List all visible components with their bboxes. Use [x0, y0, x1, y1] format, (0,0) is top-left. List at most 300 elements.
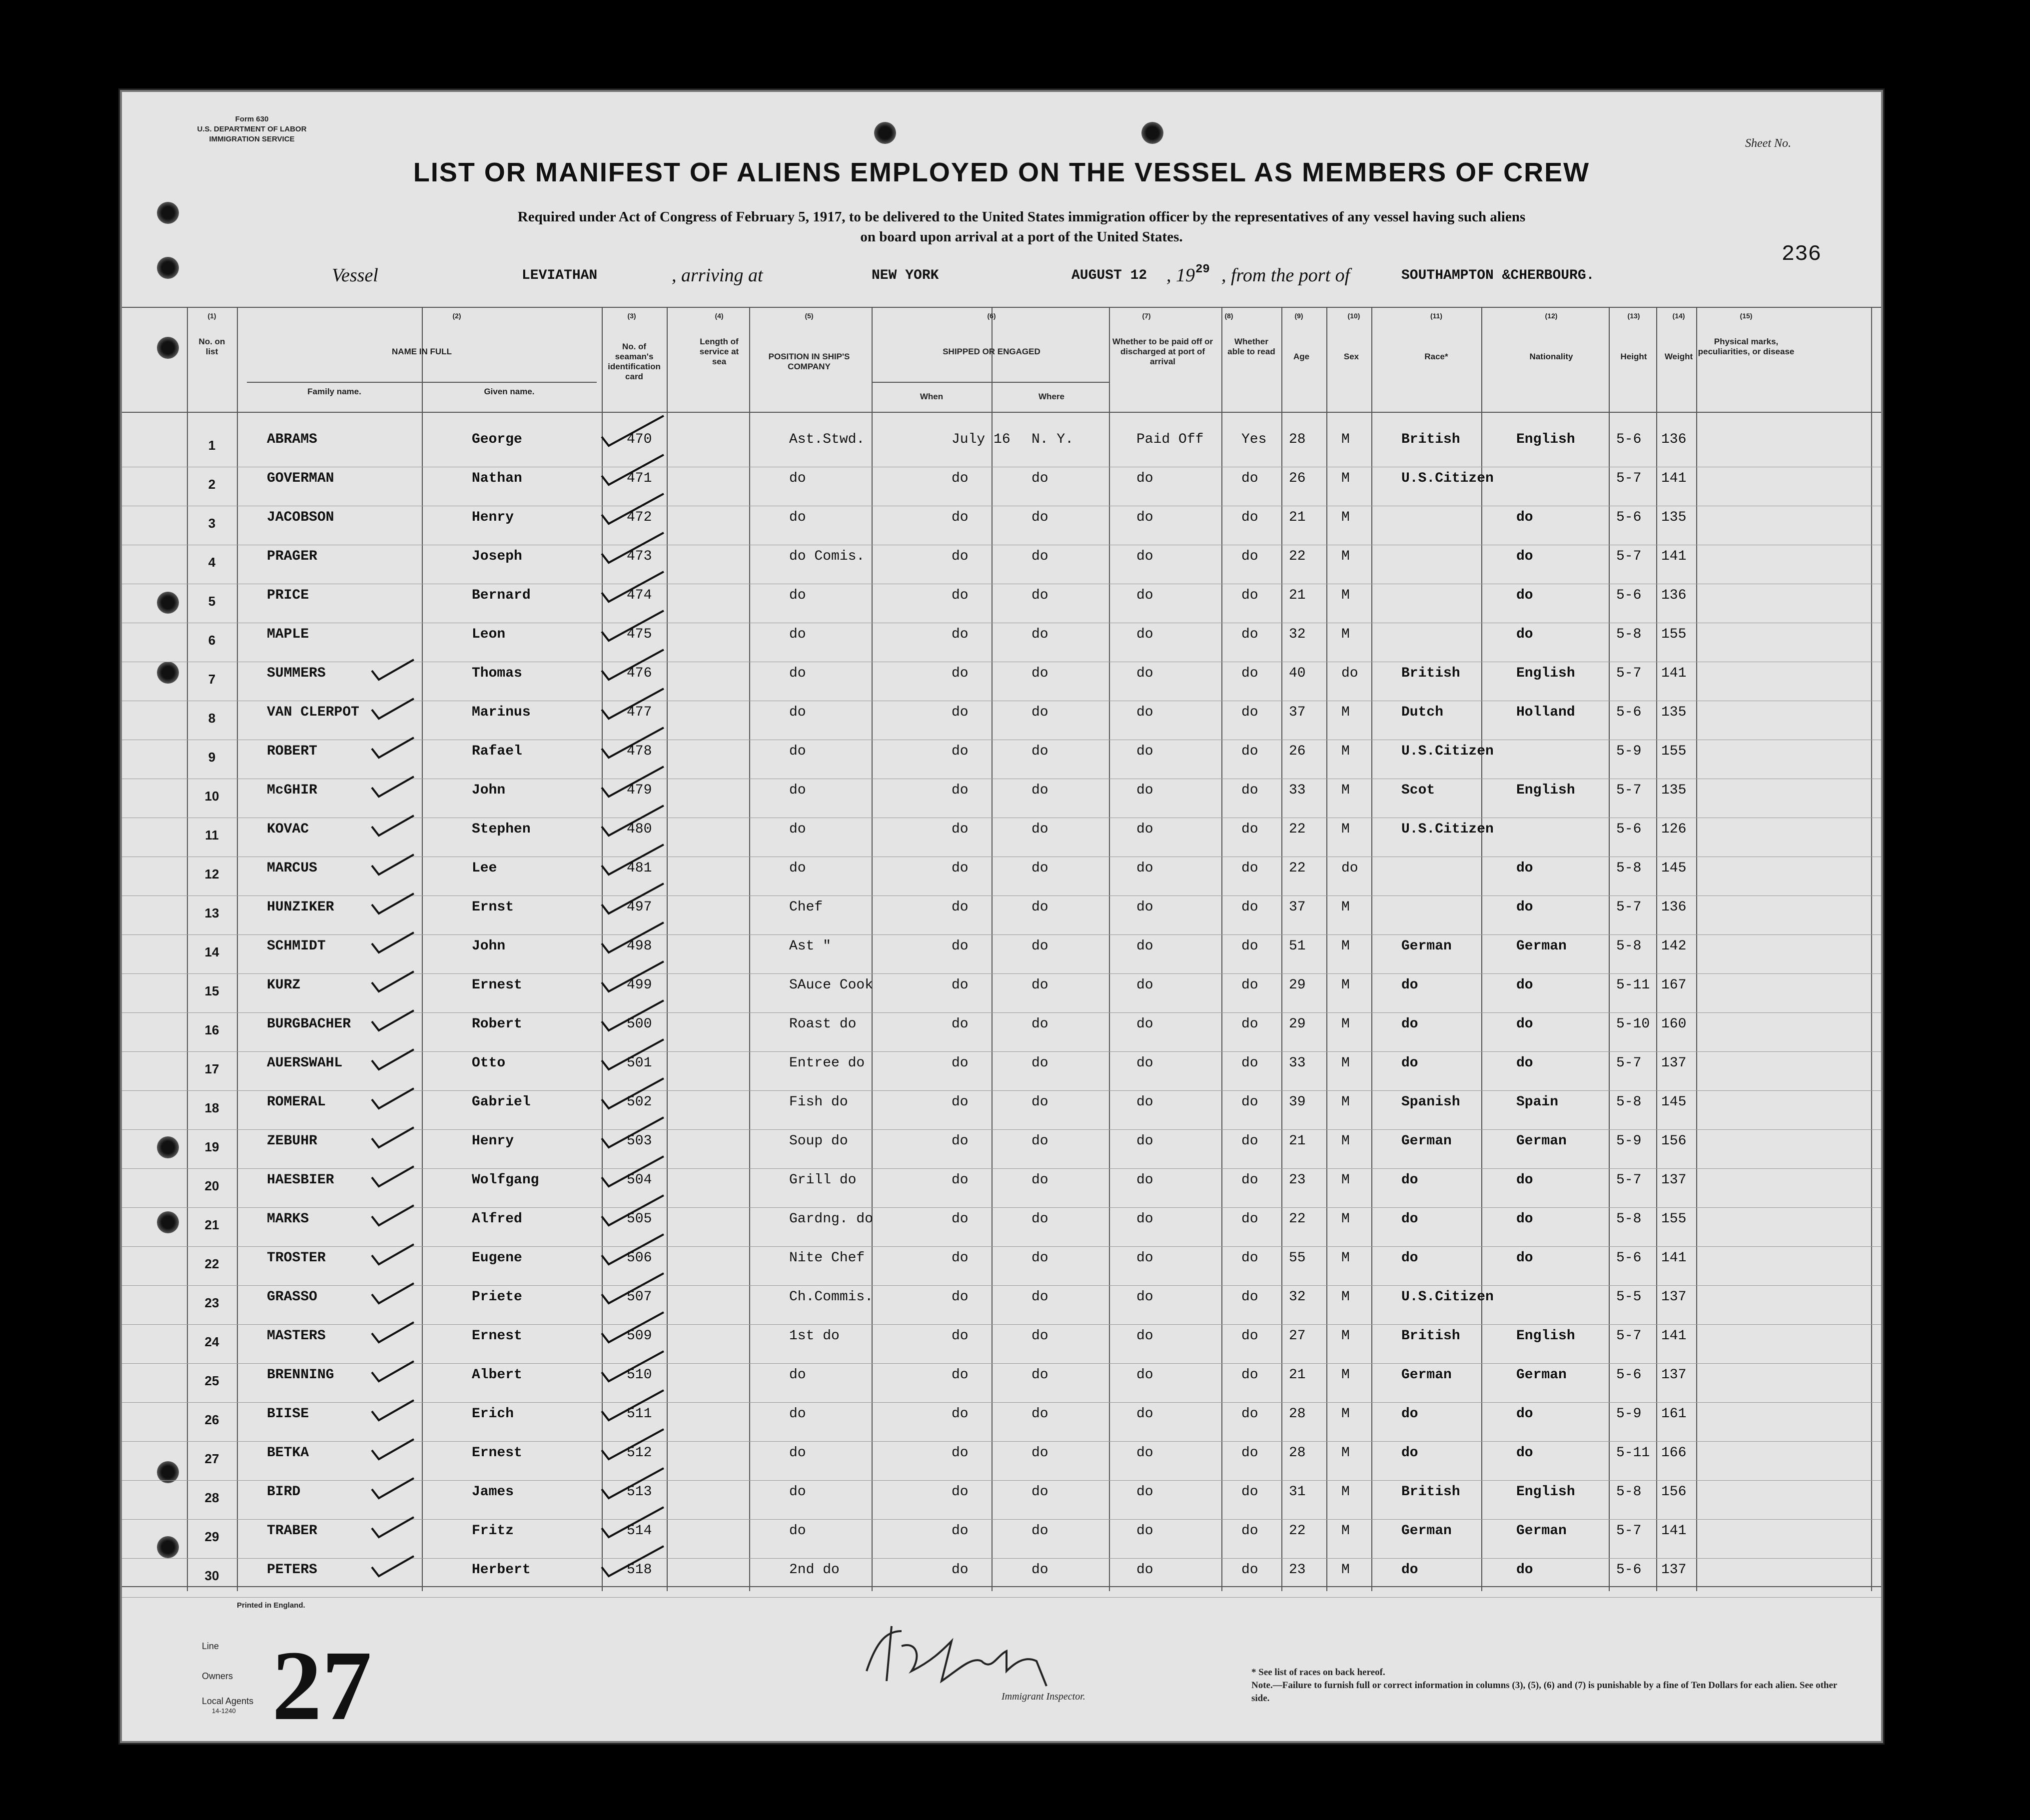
- cell-sex: M: [1341, 1484, 1350, 1500]
- cell-height: 5-11: [1616, 1445, 1650, 1461]
- cell-nationality: English: [1516, 432, 1575, 447]
- cell-weight: 161: [1661, 1406, 1687, 1422]
- cell-where: do: [1031, 549, 1048, 564]
- header-able-to-read: Whether able to read: [1227, 337, 1275, 356]
- cell-read: do: [1241, 977, 1258, 993]
- col-num-5: (5): [805, 312, 814, 320]
- cell-where: do: [1031, 822, 1048, 837]
- cell-nationality: English: [1516, 666, 1575, 681]
- cell-race: British: [1401, 1328, 1460, 1344]
- checkmark-icon: [372, 1127, 414, 1147]
- year-prefix: , 19: [1166, 265, 1195, 286]
- checkmark-icon: [602, 1000, 664, 1030]
- row-number: 9: [208, 750, 216, 765]
- cell-position: Ast ": [789, 938, 832, 954]
- cell-paid: do: [1136, 1055, 1153, 1071]
- header-when: When: [920, 392, 944, 401]
- cell-height: 5-8: [1616, 1211, 1642, 1227]
- cell-position: Roast do: [789, 1016, 857, 1032]
- cell-nationality: do: [1516, 1172, 1533, 1188]
- cell-card: 499: [627, 977, 652, 993]
- header-given-name: Given name.: [484, 387, 535, 396]
- cell-race: Spanish: [1401, 1094, 1460, 1110]
- page-subtitle: [322, 207, 1721, 247]
- cell-paid: do: [1136, 510, 1153, 525]
- cell-card: 513: [627, 1484, 652, 1500]
- cell-card: 475: [627, 627, 652, 642]
- cell-height: 5-6: [1616, 822, 1642, 837]
- cell-age: 26: [1289, 744, 1306, 759]
- col-num-12: (12): [1545, 312, 1558, 320]
- cell-weight: 141: [1661, 666, 1687, 681]
- cell-nationality: do: [1516, 1211, 1533, 1227]
- cell-when: do: [952, 1484, 969, 1500]
- cell-race: German: [1401, 1367, 1452, 1383]
- cell-family: MARKS: [267, 1211, 309, 1227]
- cell-family: TROSTER: [267, 1250, 326, 1266]
- departure-port: SOUTHAMPTON &CHERBOURG.: [1401, 268, 1595, 283]
- local-agents-label: Local Agents: [202, 1696, 254, 1706]
- cell-where: do: [1031, 705, 1048, 720]
- cell-card: 472: [627, 510, 652, 525]
- cell-paid: do: [1136, 1445, 1153, 1461]
- cell-given: Eugene: [472, 1250, 522, 1266]
- cell-given: Ernest: [472, 1445, 522, 1461]
- cell-race: do: [1401, 977, 1418, 993]
- cell-paid: do: [1136, 1133, 1153, 1149]
- from-label: , from the port of: [1221, 265, 1350, 286]
- cell-sex: M: [1341, 510, 1350, 525]
- col-num-10: (10): [1347, 312, 1360, 320]
- cell-race: do: [1401, 1016, 1418, 1032]
- cell-age: 22: [1289, 549, 1306, 564]
- checkmark-icon: [372, 1361, 414, 1381]
- checkmark-icon: [372, 1049, 414, 1069]
- cell-read: do: [1241, 627, 1258, 642]
- department-name: U.S. DEPARTMENT OF LABOR: [197, 125, 307, 133]
- col-num-11: (11): [1430, 312, 1443, 320]
- cell-when: do: [952, 471, 969, 486]
- checkmark-icon: [372, 1400, 414, 1420]
- cell-paid: do: [1136, 588, 1153, 603]
- crew-table: [122, 307, 1881, 1591]
- checkmark-icon: [372, 1478, 414, 1498]
- cell-read: do: [1241, 783, 1258, 798]
- cell-read: do: [1241, 1289, 1258, 1305]
- cell-weight: 141: [1661, 1328, 1687, 1344]
- cell-paid: Paid Off: [1136, 432, 1204, 447]
- cell-height: 5-8: [1616, 861, 1642, 876]
- cell-nationality: German: [1516, 938, 1567, 954]
- row-number: 22: [204, 1256, 219, 1271]
- row-number: 19: [204, 1139, 219, 1154]
- cell-nationality: Holland: [1516, 705, 1575, 720]
- cell-when: do: [952, 1211, 969, 1227]
- cell-age: 33: [1289, 783, 1306, 798]
- cell-age: 32: [1289, 627, 1306, 642]
- cell-position: 2nd do: [789, 1562, 840, 1578]
- checkmark-icon: [602, 1312, 664, 1342]
- cell-position: do: [789, 666, 806, 681]
- col-num-8: (8): [1224, 312, 1233, 320]
- cell-read: do: [1241, 666, 1258, 681]
- cell-sex: M: [1341, 1445, 1350, 1461]
- row-number: 24: [204, 1334, 219, 1349]
- header-race: Race*: [1424, 352, 1448, 361]
- cell-nationality: do: [1516, 1016, 1533, 1032]
- cell-position: do: [789, 1406, 806, 1422]
- row-number: 3: [208, 516, 216, 531]
- row-number: 8: [208, 711, 216, 726]
- subtitle-line-1: Required under Act of Congress of February 5, 1917, to be delivered to the United States immigration officer by the representatives of any vessel having such aliens: [517, 209, 1526, 225]
- cell-position: Ch.Commis.: [789, 1289, 874, 1305]
- cell-given: Ernest: [472, 977, 522, 993]
- cell-position: do: [789, 510, 806, 525]
- cell-where: do: [1031, 1406, 1048, 1422]
- cell-age: 23: [1289, 1172, 1306, 1188]
- cell-family: ROMERAL: [267, 1094, 326, 1110]
- cell-when: do: [952, 1289, 969, 1305]
- cell-paid: do: [1136, 1367, 1153, 1383]
- cell-position: do: [789, 1445, 806, 1461]
- cell-card: 474: [627, 588, 652, 603]
- cell-sex: M: [1341, 1406, 1350, 1422]
- checkmark-icon: [602, 533, 664, 563]
- row-number: 16: [204, 1022, 219, 1037]
- cell-sex: M: [1341, 1016, 1350, 1032]
- row-number: 2: [208, 477, 216, 492]
- cell-when: do: [952, 1172, 969, 1188]
- cell-sex: M: [1341, 744, 1350, 759]
- cell-age: 28: [1289, 1406, 1306, 1422]
- checkmark-icon: [372, 777, 414, 797]
- header-where: Where: [1038, 392, 1064, 401]
- checkmark-icon: [602, 1507, 664, 1537]
- cell-card: 504: [627, 1172, 652, 1188]
- cell-read: do: [1241, 938, 1258, 954]
- cell-family: AUERSWAHL: [267, 1055, 343, 1071]
- cell-paid: do: [1136, 822, 1153, 837]
- cell-family: ABRAMS: [267, 432, 317, 447]
- checkmark-icon: [602, 728, 664, 758]
- cell-height: 5-7: [1616, 783, 1642, 798]
- cell-when: do: [952, 900, 969, 915]
- cell-where: do: [1031, 1055, 1048, 1071]
- cell-given: Ernst: [472, 900, 514, 915]
- cell-read: do: [1241, 1328, 1258, 1344]
- cell-card: 502: [627, 1094, 652, 1110]
- cell-sex: M: [1341, 549, 1350, 564]
- cell-card: 481: [627, 861, 652, 876]
- checkmark-icon: [602, 416, 664, 446]
- cell-given: Fritz: [472, 1523, 514, 1539]
- cell-read: do: [1241, 822, 1258, 837]
- form-header: [177, 114, 327, 144]
- cell-read: do: [1241, 1094, 1258, 1110]
- cell-family: BIISE: [267, 1406, 309, 1422]
- cell-height: 5-5: [1616, 1289, 1642, 1305]
- cell-paid: do: [1136, 1484, 1153, 1500]
- checkmark-icon: [372, 855, 414, 875]
- cell-read: Yes: [1241, 432, 1267, 447]
- cell-sex: do: [1341, 666, 1358, 681]
- checkmark-icon: [602, 611, 664, 641]
- cell-age: 32: [1289, 1289, 1306, 1305]
- row-number: 14: [204, 944, 219, 959]
- cell-where: do: [1031, 1562, 1048, 1578]
- sheet-number-label: Sheet No.: [1745, 137, 1791, 150]
- cell-weight: 135: [1661, 705, 1687, 720]
- cell-height: 5-6: [1616, 705, 1642, 720]
- row-number: 27: [204, 1451, 219, 1466]
- cell-race: U.S.Citizen: [1401, 471, 1494, 486]
- cell-weight: 141: [1661, 1523, 1687, 1539]
- cell-paid: do: [1136, 1562, 1153, 1578]
- cell-nationality: English: [1516, 1328, 1575, 1344]
- cell-given: Henry: [472, 1133, 514, 1149]
- cell-given: Joseph: [472, 549, 522, 564]
- cell-age: 29: [1289, 977, 1306, 993]
- checkmark-icon: [602, 1117, 664, 1147]
- col-num-9: (9): [1294, 312, 1303, 320]
- cell-nationality: German: [1516, 1367, 1567, 1383]
- checkmark-icon: [602, 1390, 664, 1420]
- checkmark-icon: [372, 660, 414, 680]
- cell-race: German: [1401, 938, 1452, 954]
- cell-card: 503: [627, 1133, 652, 1149]
- cell-where: do: [1031, 471, 1048, 486]
- cell-height: 5-7: [1616, 471, 1642, 486]
- owners-label: Owners: [202, 1671, 233, 1681]
- cell-given: Stephen: [472, 822, 531, 837]
- cell-given: Lee: [472, 861, 497, 876]
- cell-read: do: [1241, 744, 1258, 759]
- cell-when: do: [952, 588, 969, 603]
- cell-read: do: [1241, 549, 1258, 564]
- checkmark-icon: [372, 1244, 414, 1264]
- cell-paid: do: [1136, 900, 1153, 915]
- checkmark-icon: [602, 1546, 664, 1576]
- cell-given: Leon: [472, 627, 506, 642]
- cell-age: 27: [1289, 1328, 1306, 1344]
- cell-weight: 145: [1661, 1094, 1687, 1110]
- cell-family: PRAGER: [267, 549, 317, 564]
- cell-where: do: [1031, 510, 1048, 525]
- cell-when: do: [952, 1328, 969, 1344]
- cell-nationality: German: [1516, 1523, 1567, 1539]
- cell-where: N. Y.: [1031, 432, 1074, 447]
- vessel-label: Vessel: [332, 265, 378, 286]
- header-weight: Weight: [1664, 352, 1693, 361]
- cell-nationality: do: [1516, 510, 1533, 525]
- cell-sex: M: [1341, 977, 1350, 993]
- cell-family: KURZ: [267, 977, 301, 993]
- cell-given: Otto: [472, 1055, 506, 1071]
- cell-height: 5-7: [1616, 549, 1642, 564]
- row-number: 30: [204, 1568, 219, 1583]
- row-number: 23: [204, 1295, 219, 1310]
- checkmark-icon: [602, 806, 664, 836]
- cell-height: 5-6: [1616, 1250, 1642, 1266]
- cell-sex: M: [1341, 1289, 1350, 1305]
- cell-height: 5-6: [1616, 432, 1642, 447]
- cell-family: ROBERT: [267, 744, 317, 759]
- cell-card: 507: [627, 1289, 652, 1305]
- cell-family: PRICE: [267, 588, 309, 603]
- col-num-13: (13): [1627, 312, 1640, 320]
- cell-read: do: [1241, 861, 1258, 876]
- cell-age: 22: [1289, 1523, 1306, 1539]
- row-number: 5: [208, 594, 216, 609]
- cell-race: German: [1401, 1133, 1452, 1149]
- cell-position: do: [789, 783, 806, 798]
- cell-nationality: do: [1516, 1445, 1533, 1461]
- agents-code: 14-1240: [212, 1707, 236, 1715]
- cell-position: Grill do: [789, 1172, 857, 1188]
- cell-card: 476: [627, 666, 652, 681]
- cell-where: do: [1031, 1250, 1048, 1266]
- cell-family: MAPLE: [267, 627, 309, 642]
- cell-sex: M: [1341, 1094, 1350, 1110]
- header-age: Age: [1293, 352, 1310, 361]
- cell-weight: 126: [1661, 822, 1687, 837]
- cell-age: 26: [1289, 471, 1306, 486]
- checkmark-icon: [372, 1010, 414, 1030]
- cell-given: Albert: [472, 1367, 522, 1383]
- cell-where: do: [1031, 1172, 1048, 1188]
- cell-where: do: [1031, 744, 1048, 759]
- cell-family: MASTERS: [267, 1328, 326, 1344]
- cell-sex: M: [1341, 1172, 1350, 1188]
- cell-height: 5-9: [1616, 1406, 1642, 1422]
- cell-age: 21: [1289, 588, 1306, 603]
- checkmark-icon: [602, 922, 664, 952]
- cell-race: do: [1401, 1445, 1418, 1461]
- cell-family: McGHIR: [267, 783, 317, 798]
- cell-read: do: [1241, 1367, 1258, 1383]
- cell-position: do: [789, 861, 806, 876]
- cell-where: do: [1031, 1094, 1048, 1110]
- vessel-name: LEVIATHAN: [522, 268, 598, 283]
- col-num-3: (3): [627, 312, 636, 320]
- cell-family: BRENNING: [267, 1367, 334, 1383]
- cell-height: 5-6: [1616, 510, 1642, 525]
- checkmark-icon: [602, 572, 664, 602]
- col-num-2: (2): [452, 312, 461, 320]
- cell-weight: 137: [1661, 1562, 1687, 1578]
- cell-card: 470: [627, 432, 652, 447]
- cell-card: 511: [627, 1406, 652, 1422]
- cell-where: do: [1031, 938, 1048, 954]
- cell-family: BURGBACHER: [267, 1016, 351, 1032]
- checkmark-icon: [602, 1039, 664, 1069]
- cell-given: James: [472, 1484, 514, 1500]
- checkmark-icon: [602, 767, 664, 797]
- cell-family: TRABER: [267, 1523, 317, 1539]
- cell-age: 21: [1289, 1133, 1306, 1149]
- cell-read: do: [1241, 1250, 1258, 1266]
- cell-family: JACOBSON: [267, 510, 334, 525]
- cell-when: do: [952, 1133, 969, 1149]
- cell-weight: 136: [1661, 900, 1687, 915]
- cell-nationality: German: [1516, 1133, 1567, 1149]
- cell-family: HAESBIER: [267, 1172, 334, 1188]
- checkmark-icon: [602, 1156, 664, 1186]
- cell-read: do: [1241, 588, 1258, 603]
- checkmark-icon: [372, 894, 414, 913]
- cell-when: do: [952, 1250, 969, 1266]
- cell-position: Ast.Stwd.: [789, 432, 865, 447]
- cell-read: do: [1241, 471, 1258, 486]
- header-family-name: Family name.: [307, 387, 361, 396]
- checkmark-icon: [602, 1078, 664, 1108]
- cell-card: 518: [627, 1562, 652, 1578]
- cell-paid: do: [1136, 1250, 1153, 1266]
- cell-nationality: do: [1516, 1250, 1533, 1266]
- cell-read: do: [1241, 1016, 1258, 1032]
- cell-given: George: [472, 432, 522, 447]
- header-sex: Sex: [1343, 352, 1359, 361]
- cell-sex: M: [1341, 1367, 1350, 1383]
- cell-position: do: [789, 822, 806, 837]
- cell-given: Alfred: [472, 1211, 522, 1227]
- cell-where: do: [1031, 1133, 1048, 1149]
- printed-note: Printed in England.: [237, 1601, 305, 1610]
- cell-age: 21: [1289, 1367, 1306, 1383]
- cell-weight: 137: [1661, 1172, 1687, 1188]
- cell-when: do: [952, 705, 969, 720]
- cell-position: do Comis.: [789, 549, 865, 564]
- cell-race: U.S.Citizen: [1401, 744, 1494, 759]
- cell-paid: do: [1136, 1016, 1153, 1032]
- cell-sex: M: [1341, 1250, 1350, 1266]
- cell-where: do: [1031, 1328, 1048, 1344]
- inspector-signature: [857, 1611, 1066, 1696]
- cell-weight: 156: [1661, 1484, 1687, 1500]
- cell-read: do: [1241, 1055, 1258, 1071]
- cell-paid: do: [1136, 1094, 1153, 1110]
- arriving-label: , arriving at: [672, 265, 763, 286]
- cell-card: 510: [627, 1367, 652, 1383]
- cell-race: do: [1401, 1406, 1418, 1422]
- cell-where: do: [1031, 1523, 1048, 1539]
- cell-nationality: do: [1516, 1562, 1533, 1578]
- punch-hole-icon: [1141, 122, 1163, 144]
- cell-nationality: do: [1516, 861, 1533, 876]
- cell-weight: 141: [1661, 549, 1687, 564]
- cell-given: Rafael: [472, 744, 522, 759]
- cell-nationality: do: [1516, 627, 1533, 642]
- cell-age: 37: [1289, 900, 1306, 915]
- cell-age: 22: [1289, 822, 1306, 837]
- checkmark-icon: [602, 650, 664, 680]
- cell-paid: do: [1136, 783, 1153, 798]
- cell-position: do: [789, 744, 806, 759]
- cell-read: do: [1241, 1406, 1258, 1422]
- checkmark-icon: [602, 1468, 664, 1498]
- cell-sex: M: [1341, 1055, 1350, 1071]
- cell-when: do: [952, 1367, 969, 1383]
- cell-paid: do: [1136, 705, 1153, 720]
- punch-hole-icon: [157, 202, 179, 224]
- cell-age: 33: [1289, 1055, 1306, 1071]
- cell-race: do: [1401, 1055, 1418, 1071]
- arrival-port: NEW YORK: [872, 268, 939, 283]
- cell-sex: M: [1341, 432, 1350, 447]
- checkmark-icon: [372, 816, 414, 836]
- cell-given: Erich: [472, 1406, 514, 1422]
- row-number: 25: [204, 1373, 219, 1388]
